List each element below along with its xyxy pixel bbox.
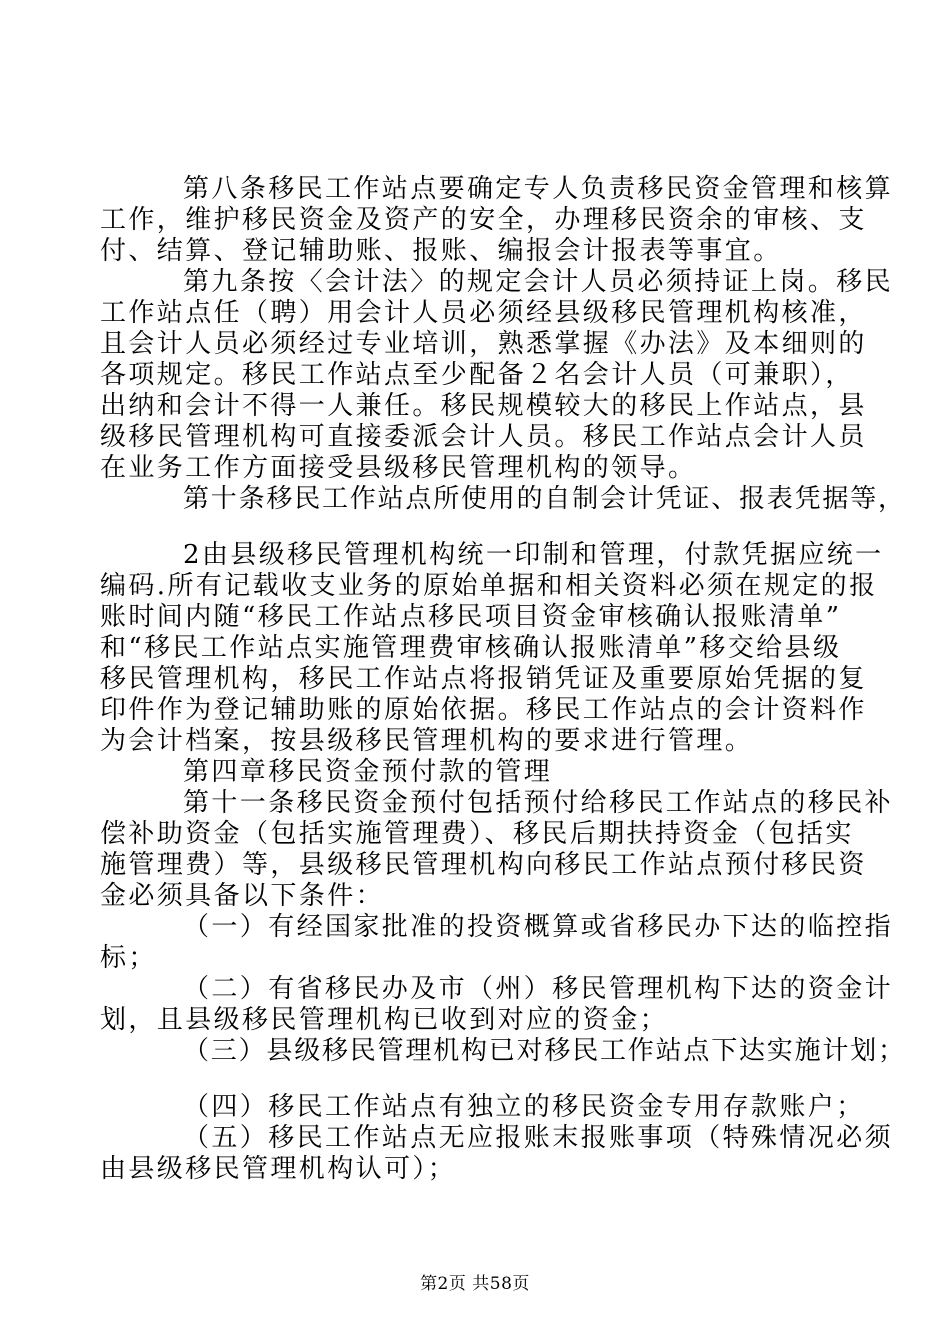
text-line: 第十条移民工作站点所使用的自制会计凭证、报表凭据等，: [183, 484, 906, 514]
text-line: 工作站点任（聘）用会计人员必须经县级移民管理机构核准，: [100, 298, 867, 328]
text-line: 金必须具备以下条件：: [100, 881, 385, 911]
text-line: 且会计人员必须经过专业培训，熟悉掌握《办法》及本细则的: [100, 329, 867, 359]
text-line: 移民管理机构，移民工作站点将报销凭证及重要原始凭据的复: [100, 664, 867, 694]
text-line: （一）有经国家批准的投资概算或省移民办下达的临控指: [183, 912, 894, 942]
text-line: 编码.所有记载收支业务的原始单据和相关资料必须在规定的报: [100, 571, 878, 601]
text-line: 账时间内随“移民工作站点移民项目资金审核确认报账清单”: [100, 602, 842, 632]
text-line: 和“移民工作站点实施管理费审核确认报账清单”移交给县级: [100, 633, 842, 663]
text-line: （二）有省移民办及市（州）移民管理机构下达的资金计: [183, 974, 894, 1004]
text-line: 第十一条移民资金预付包括预付给移民工作站点的移民补: [183, 788, 894, 818]
text-line: 印件作为登记辅助账的原始依据。移民工作站点的会计资料作: [100, 695, 867, 725]
page-number-footer: 第2页 共58页: [420, 1274, 530, 1294]
text-line: 为会计档案，按县级移民管理机构的要求进行管理。: [100, 726, 754, 756]
text-line: 在业务工作方面接受县级移民管理机构的领导。: [100, 453, 697, 483]
text-line: （三）县级移民管理机构已对移民工作站点下达实施计划；: [183, 1036, 906, 1066]
text-line: 偿补助资金（包括实施管理费）、移民后期扶持资金（包括实: [100, 819, 854, 849]
text-line: （四）移民工作站点有独立的移民资金专用存款账户；: [183, 1092, 865, 1122]
text-line: 由县级移民管理机构认可）；: [100, 1154, 457, 1184]
text-line: 付、结算、登记辅助账、报账、编报会计报表等事宜。: [100, 236, 782, 266]
text-line: 级移民管理机构可直接委派会计人员。移民工作站点会计人员: [100, 422, 867, 452]
text-line: 各项规定。移民工作站点至少配备２名会计人员（可兼职），: [100, 360, 854, 390]
text-line: 工作，维护移民资金及资产的安全，办理移民资余的审核、支: [100, 205, 867, 235]
text-line: 第九条按〈会计法〉的规定会计人员必须持证上岗。移民: [183, 267, 894, 297]
text-line: 第八条移民工作站点要确定专人负责移民资金管理和核算: [183, 174, 894, 204]
text-line: 2由县级移民管理机构统一印制和管理，付款凭据应统一: [183, 540, 884, 570]
text-line: 施管理费）等，县级移民管理机构向移民工作站点预付移民资: [100, 850, 867, 880]
text-line: （五）移民工作站点无应报账末报账事项（特殊情况必须: [183, 1123, 894, 1153]
text-line: 出纳和会计不得一人兼任。移民规模较大的移民上作站点，县: [100, 391, 867, 421]
text-line: 划，且县级移民管理机构已收到对应的资金；: [100, 1005, 669, 1035]
text-line: 标；: [100, 943, 157, 973]
chapter-heading: 第四章移民资金预付款的管理: [183, 757, 553, 787]
